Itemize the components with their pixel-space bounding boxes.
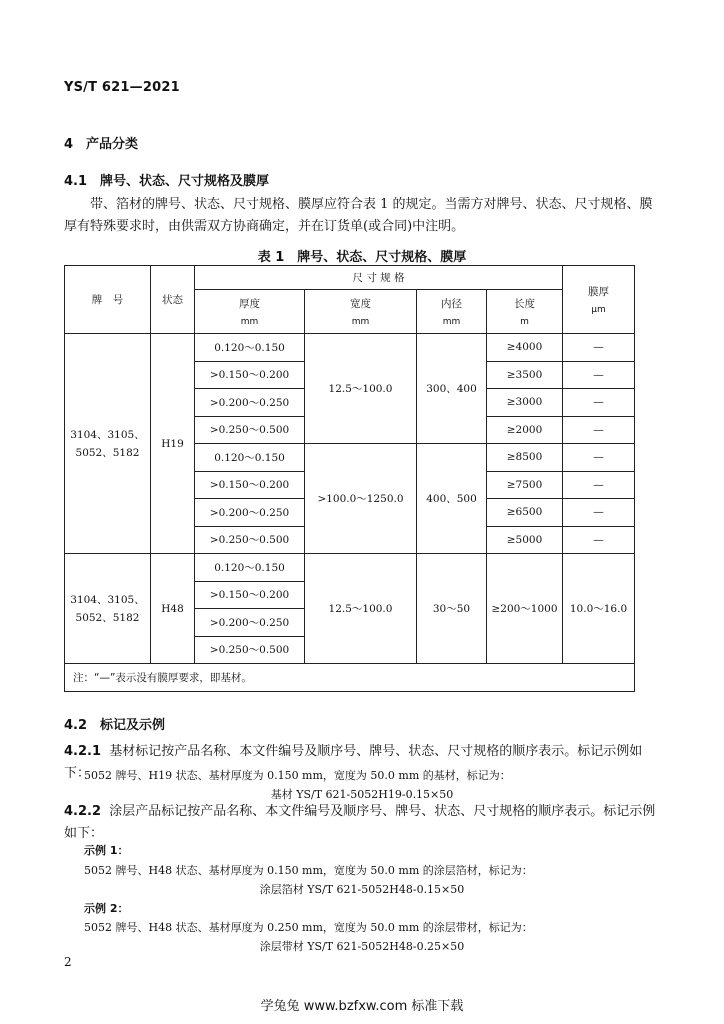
page-number: 2 [64, 955, 72, 969]
header-length [487, 290, 563, 334]
section-4-2-2 [64, 801, 664, 845]
cell-thickness: >0.250～0.500 [195, 636, 305, 664]
spec-table [64, 265, 635, 692]
header-film-unit: μm [591, 305, 606, 315]
cell-temper-group1: H19 [151, 334, 195, 554]
section-4-2-heading: 4.2 标记及示例 [64, 718, 166, 733]
cell-length: ≥6500 [487, 499, 563, 527]
section-4-1-heading: 4.1 牌号、状态、尺寸规格及膜厚 [64, 174, 270, 189]
header-thickness-label: 厚度 [239, 298, 260, 310]
header-inner-dia-label: 内径 [441, 298, 462, 310]
section-4-1-paragraph: 带、箔材的牌号、状态、尺寸规格、膜厚应符合表 1 的规定。当需方对牌号、状态、尺寸规格、膜厚有特殊要求时，由供需双方协商确定，并在订货单(或合同)中注明。 [64, 197, 653, 234]
cell-length: ≥3500 [487, 361, 563, 389]
example-1-mark: 涂层箔材 YS/T 621-5052H48-0.15×50 [259, 883, 465, 896]
cell-thickness: >0.150～0.200 [195, 471, 305, 499]
cell-inner-group1b: 400、500 [417, 444, 487, 554]
cell-thickness: >0.200～0.250 [195, 389, 305, 417]
table-note: 注：“—”表示没有膜厚要求，即基材。 [65, 664, 635, 692]
cell-grade-group1: 3104、3105、5052、5182 [65, 334, 151, 554]
header-size: 尺 寸 规 格 [195, 266, 563, 290]
cell-film: — [563, 334, 635, 362]
header-inner-dia-unit: mm [442, 317, 461, 327]
header-length-label: 长度 [514, 298, 535, 310]
cell-length: ≥8500 [487, 444, 563, 472]
header-length-unit: m [520, 317, 529, 327]
example-2-mark: 涂层带材 YS/T 621-5052H48-0.25×50 [259, 940, 465, 953]
cell-thickness: 0.120～0.150 [195, 334, 305, 362]
cell-width-group2: 12.5～100.0 [305, 554, 417, 664]
cell-width-group1b: >100.0～1250.0 [305, 444, 417, 554]
section-4-2-1-text: 基材标记按产品名称、本文件编号及顺序号、牌号、状态、尺寸规格的顺序表示。标记示例如下： [64, 744, 643, 781]
cell-thickness: 0.120～0.150 [195, 444, 305, 472]
cell-length-group2: ≥200～1000 [487, 554, 563, 664]
cell-grade-group2: 3104、3105、5052、5182 [65, 554, 151, 664]
cell-length: ≥4000 [487, 334, 563, 362]
header-thickness-unit: mm [240, 317, 259, 327]
section-4-heading: 4 产品分类 [64, 137, 139, 152]
header-width-label: 宽度 [350, 298, 371, 310]
cell-length: ≥3000 [487, 389, 563, 417]
cell-thickness: >0.150～0.200 [195, 581, 305, 609]
cell-film-group2: 10.0～16.0 [563, 554, 635, 664]
section-4-2-2-label: 4.2.2 [64, 804, 102, 819]
cell-film: — [563, 499, 635, 527]
header-thickness [195, 290, 305, 334]
section-4-2-1-label: 4.2.1 [64, 744, 102, 759]
cell-temper-group2: H48 [151, 554, 195, 664]
header-grade: 牌 号 [65, 266, 151, 334]
cell-film: — [563, 471, 635, 499]
section-4-2-1-example: 5052 牌号、H19 状态、基材厚度为 0.150 mm，宽度为 50.0 mm 的基材，标记为： [84, 769, 511, 782]
example-2-text: 5052 牌号、H48 状态、基材厚度为 0.250 mm，宽度为 50.0 mm 的涂层带材，标记为： [84, 921, 533, 934]
cell-film: — [563, 361, 635, 389]
section-4-2-2-text: 涂层产品标记按产品名称、本文件编号及顺序号、牌号、状态、尺寸规格的顺序表示。标记示例如下： [64, 804, 656, 841]
example-1-title: 示例 1： [84, 844, 129, 857]
footer-watermark: 学兔兔 www.bzfxw.com 标准下载 [260, 999, 464, 1014]
header-temper: 状态 [151, 266, 195, 334]
example-2-title: 示例 2： [84, 902, 129, 915]
cell-thickness: >0.250～0.500 [195, 526, 305, 554]
cell-thickness: >0.150～0.200 [195, 361, 305, 389]
cell-film: — [563, 389, 635, 417]
section-4-2-1-mark: 基材 YS/T 621-5052H19-0.15×50 [270, 788, 454, 801]
table-row [65, 554, 635, 582]
header-inner-dia [417, 290, 487, 334]
cell-length: ≥2000 [487, 416, 563, 444]
table-row [65, 334, 635, 362]
standard-code-header: YS/T 621—2021 [64, 80, 180, 95]
example-1-text: 5052 牌号、H48 状态、基材厚度为 0.150 mm，宽度为 50.0 mm 的涂层箔材，标记为： [84, 864, 533, 877]
cell-thickness: 0.120～0.150 [195, 554, 305, 582]
header-film-label: 膜厚 [588, 286, 610, 298]
cell-film: — [563, 416, 635, 444]
header-width [305, 290, 417, 334]
cell-thickness: >0.200～0.250 [195, 609, 305, 637]
cell-inner-group1a: 300、400 [417, 334, 487, 444]
cell-film: — [563, 444, 635, 472]
header-width-unit: mm [351, 317, 370, 327]
cell-length: ≥5000 [487, 526, 563, 554]
cell-film: — [563, 526, 635, 554]
cell-inner-group2: 30～50 [417, 554, 487, 664]
cell-width-group1a: 12.5～100.0 [305, 334, 417, 444]
cell-thickness: >0.250～0.500 [195, 416, 305, 444]
cell-thickness: >0.200～0.250 [195, 499, 305, 527]
cell-length: ≥7500 [487, 471, 563, 499]
table-caption: 表 1 牌号、状态、尺寸规格、膜厚 [257, 250, 467, 265]
header-film [563, 266, 635, 334]
